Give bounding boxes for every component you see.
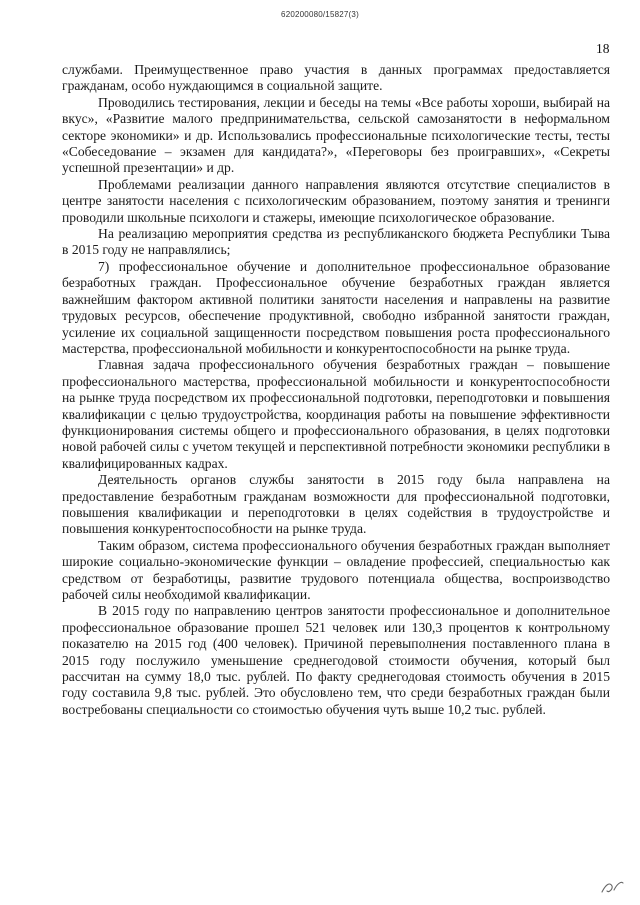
handwritten-mark [598,878,626,896]
page-number: 18 [596,41,610,56]
body-text [62,62,610,718]
paragraph: В 2015 году по направлению центров занятости профессиональное и дополнительное профессиональное образование прошел 521 человек или 130,3 процентов к контрольному показателю на 2015 год (400 человек). Причиной перевыполнения поставленного плана в 2015 году послужило уменьшение среднегодовой стоимости обучения, который был рассчитан на сумму 18,0 тыс. рублей. По факту среднегодовая стоимость обучения в 2015 году составила 9,8 тыс. рублей. Это обусловлено тем, что среди безработных граждан были востребованы специальности со стоимостью обучения чуть выше 10,2 тыс. рублей. [62,603,610,717]
paragraph: 7) профессиональное обучение и дополнительное профессиональное образование безработных граждан. Профессиональное обучение безработных граждан является важнейшим фактором активной политики занятости населения и направлены на развитие трудовых ресурсов, обеспечение продуктивной, свободно избранной занятости граждан, усиление их социальной защищенности посредством повышения роста профессионального мастерства, профессиональной мобильности и конкурентоспособности на рынке труда. [62,258,610,356]
paragraph: службами. Преимущественное право участия в данных программах предоставляется гражданам, особо нуждающимся в социальной защите. [62,62,610,94]
paragraph: Главная задача профессионального обучения безработных граждан – повышение профессионального мастерства, профессиональной мобильности и конкурентоспособности на рынке труда посредством их профессиональной подготовки, переподготовки и повышения квалификации с целью трудоустройства, координация работы на повышение эффективности функционирования системы общего и профессионального образования, в целях подготовки новой рабочей силы с учетом текущей и перспективной потребности экономики республики в квалифицированных кадрах. [62,357,610,471]
paragraph: Проводились тестирования, лекции и беседы на темы «Все работы хороши, выбирай на вкус», «Развитие малого предпринимательства, сельской самозанятости в неформальном секторе экономики» и др. Использовались профессиональные психологические тесты, тесты «Собеседование – экзамен для кандидата?», «Переговоры без проигравших», «Секреты успешной презентации» и др. [62,94,610,176]
paragraph: На реализацию мероприятия средства из республиканского бюджета Республики Тыва в 2015 году не направлялись; [62,226,610,258]
paragraph: Деятельность органов службы занятости в 2015 году была направлена на предоставление безработным гражданам возможности для профессиональной подготовки, повышения квалификации и переподготовки в целях содействия в трудоустройстве и повышения конкурентоспособности на рынке труда. [62,472,610,537]
document-id: 620200080/15827(3) [281,10,359,19]
paragraph: Проблемами реализации данного направления являются отсутствие специалистов в центре занятости населения с психологическим образованием, поэтому занятия и тренинги проводили школьные психологи и стажеры, имеющие психологическое образование. [62,176,610,225]
paragraph: Таким образом, система профессионального обучения безработных граждан выполняет широкие социально-экономические функции – овладение профессией, специальностью как средством от безработицы, развитие трудового потенциала общества, воспроизводство рабочей силы необходимой квалификации. [62,537,610,602]
